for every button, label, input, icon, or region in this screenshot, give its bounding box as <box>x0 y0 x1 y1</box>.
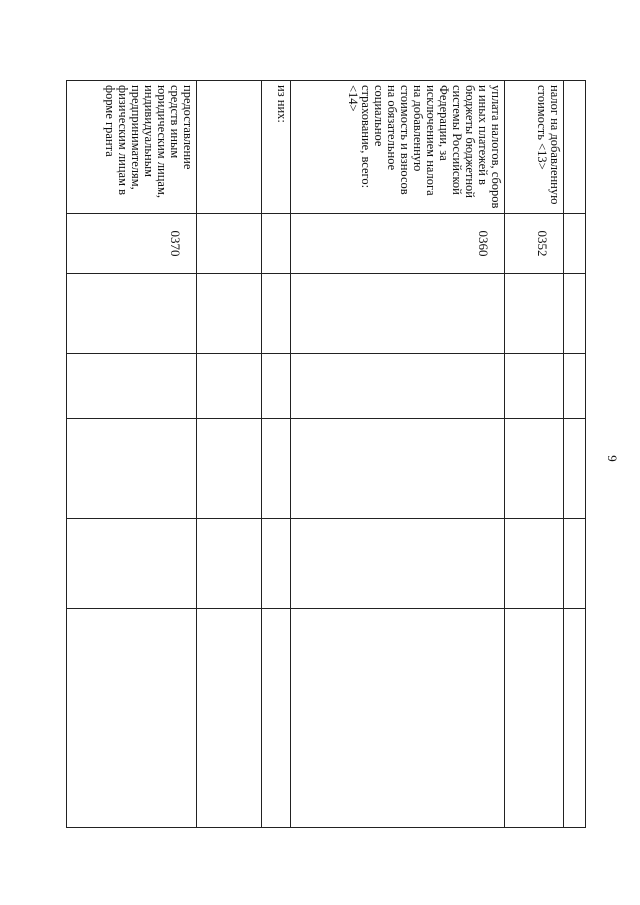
report-table <box>66 80 586 828</box>
row-name-cell <box>67 81 197 214</box>
value-cell <box>505 519 564 609</box>
table-row <box>262 81 291 828</box>
page-number: 9 <box>604 455 620 462</box>
report-table-frame <box>67 80 586 827</box>
row-name: налог на добавленную стоимость <13> <box>535 85 562 205</box>
table-row <box>291 81 505 828</box>
value-cell <box>197 274 262 354</box>
value-cell <box>197 354 262 419</box>
value-cell <box>505 609 564 828</box>
row-code-cell <box>67 214 197 274</box>
row-name-cell <box>262 81 291 214</box>
value-cell <box>262 419 291 519</box>
row-code-cell <box>262 214 291 274</box>
row-name: из них: <box>275 85 289 123</box>
value-cell <box>564 274 586 354</box>
row-code: 0370 <box>168 230 183 257</box>
row-name-cell <box>564 81 586 214</box>
value-cell <box>197 419 262 519</box>
value-cell <box>197 519 262 609</box>
value-cell <box>262 519 291 609</box>
value-cell <box>67 519 197 609</box>
value-cell <box>291 274 505 354</box>
row-code-cell <box>505 214 564 274</box>
row-code-cell <box>564 214 586 274</box>
value-cell <box>262 354 291 419</box>
value-cell <box>262 274 291 354</box>
value-cell <box>505 354 564 419</box>
row-code-cell <box>291 214 505 274</box>
row-code-cell <box>197 214 262 274</box>
table-row <box>564 81 586 828</box>
value-cell <box>564 354 586 419</box>
value-cell <box>67 419 197 519</box>
value-cell <box>67 609 197 828</box>
value-cell <box>262 609 291 828</box>
table-row <box>67 81 197 828</box>
row-code: 0360 <box>476 230 491 257</box>
value-cell <box>505 419 564 519</box>
value-cell <box>564 609 586 828</box>
row-name: предоставление средств иным юридическим лицам, индивидуальным предпринимателям, физическим лицам в форме гранта <box>103 85 195 199</box>
value-cell <box>564 419 586 519</box>
value-cell <box>291 609 505 828</box>
value-cell <box>67 274 197 354</box>
table-row <box>197 81 262 828</box>
row-name-cell <box>505 81 564 214</box>
value-cell <box>564 519 586 609</box>
value-cell <box>505 274 564 354</box>
report-table-sheet <box>67 80 586 827</box>
value-cell <box>197 609 262 828</box>
row-name-cell <box>291 81 505 214</box>
row-name: уплата налогов, сборов и иных платежей в бюджеты бюджетной системы Российской Федерации, за исключением налога на добавленную стоимость и взносов на обязательное социальное страхование, всего: <14> <box>346 85 503 209</box>
table-row <box>505 81 564 828</box>
value-cell <box>291 354 505 419</box>
row-code: 0352 <box>535 230 550 257</box>
value-cell <box>291 419 505 519</box>
value-cell <box>67 354 197 419</box>
row-name-cell <box>197 81 262 214</box>
value-cell <box>291 519 505 609</box>
